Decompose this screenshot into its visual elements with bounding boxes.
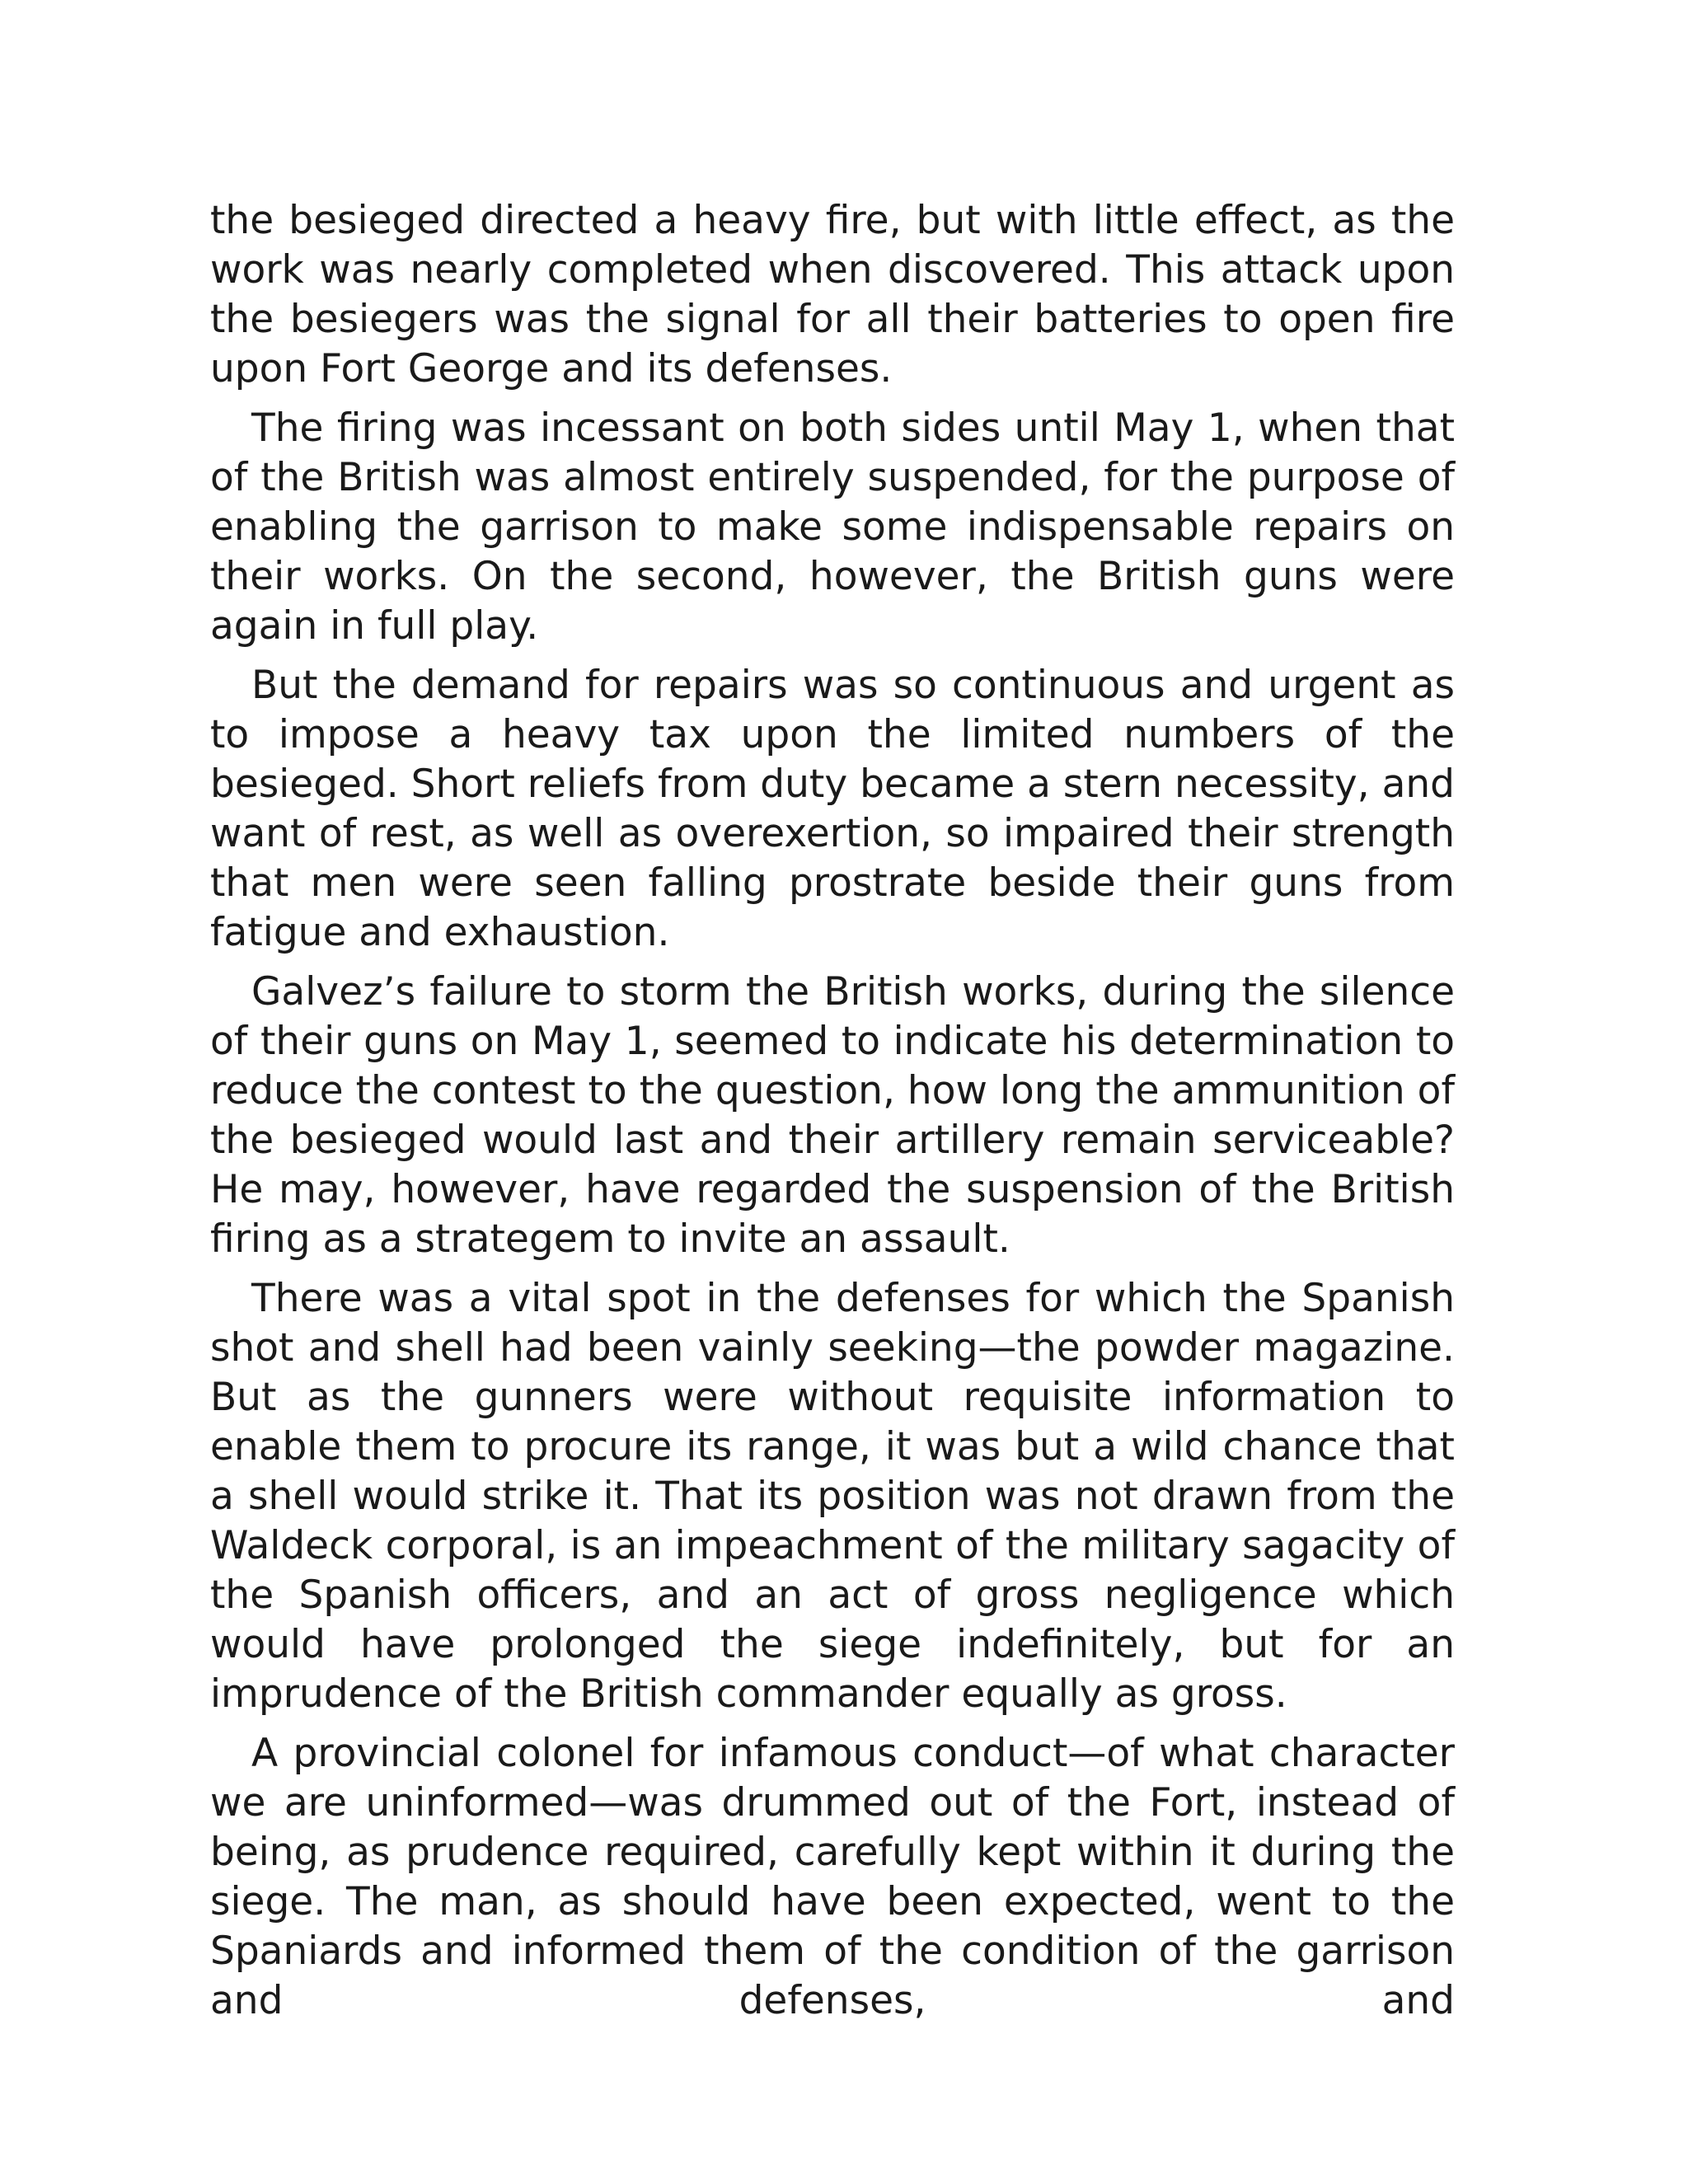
paragraph-galvez-failure: Galvez’s failure to storm the British works, during the silence of their guns on May 1, seemed to indicate his determination to reduce the contest to the question, how long the ammunition of the besieged would last and their artillery remain serviceable? He may, however, have regarded the suspension of the British firing as a strategem to invite an assault. bbox=[210, 969, 1455, 1262]
paragraph-demand-for-repairs: But the demand for repairs was so continuous and urgent as to impose a heavy tax upon the limited numbers of the besieged. Short reliefs from duty became a stern necessity, and want of rest, as well as overexertion, so impaired their strength that men were seen falling prostrate beside their guns from fatigue and exhaustion. bbox=[210, 663, 1455, 955]
paragraph-continuation: the besieged directed a heavy fire, but with little effect, as the work was nearly completed when discovered. This attack upon the besiegers was the signal for all their batteries to open fire upon Fort George and its defenses. bbox=[210, 198, 1455, 391]
paragraph-provincial-colonel: A provincial colonel for infamous conduct—of what character we are uninformed—was drummed out of the Fort, instead of being, as prudence required, carefully kept within it during the siege. The man, as should have been expected, went to the Spaniards and informed them of the condition of the garrison and defenses, and bbox=[210, 1731, 1455, 2023]
paragraph-firing-incessant: The firing was incessant on both sides until May 1, when that of the British was almost entirely suspended, for the purpose of enabling the garrison to make some indispensable repairs on their works. On the second, however, the British guns were again in full play. bbox=[210, 405, 1455, 649]
paragraph-powder-magazine: There was a vital spot in the defenses for which the Spanish shot and shell had been vainly seeking—the powder magazine. But as the gunners were without requisite information to enable them to procure its range, it was but a wild chance that a shell would strike it. That its position was not drawn from the Waldeck corporal, is an impeachment of the military sagacity of the Spanish officers, and an act of gross negligence which would have prolonged the siege indefinitely, but for an imprudence of the British commander equally as gross. bbox=[210, 1276, 1455, 1717]
page-body bbox=[210, 196, 1455, 2036]
